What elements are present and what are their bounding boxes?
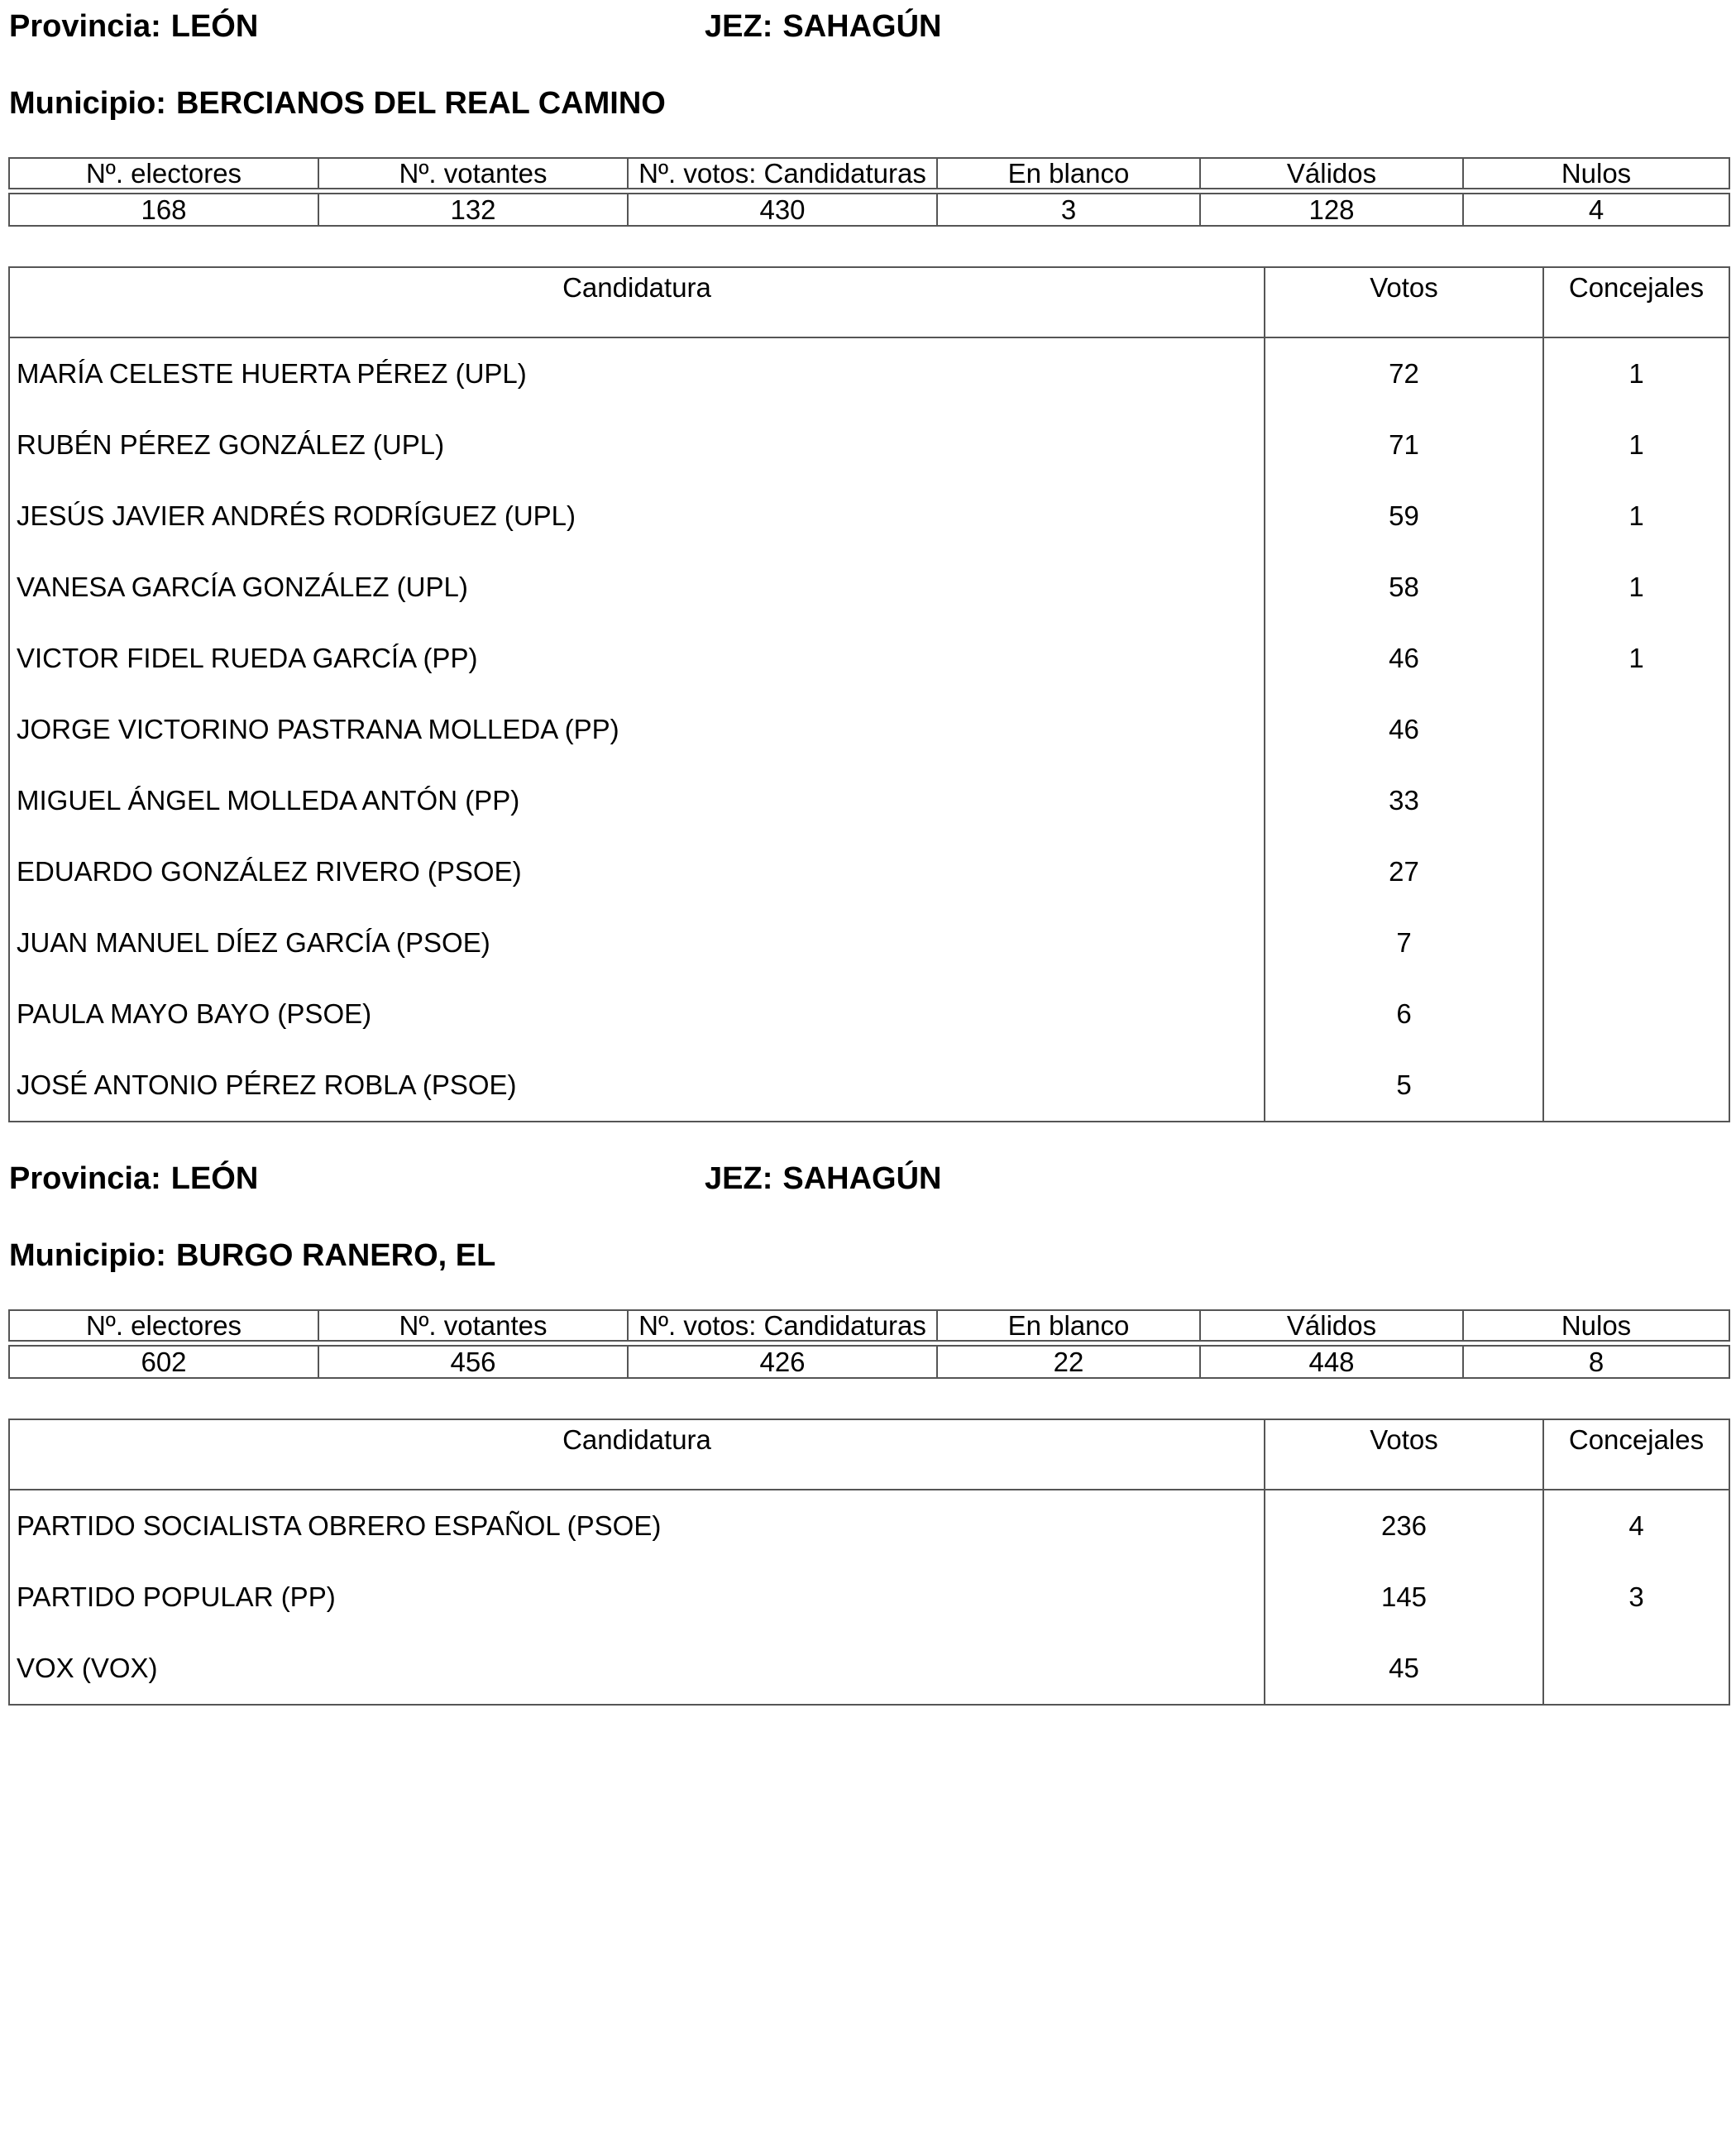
candidate-row — [9, 978, 1729, 1050]
candidate-concejales — [1543, 1633, 1729, 1705]
stats-value-row — [9, 194, 1729, 226]
candidates-header-row — [9, 1419, 1729, 1490]
candidate-name: MARÍA CELESTE HUERTA PÉREZ (UPL) — [9, 337, 1265, 409]
candidate-row — [9, 337, 1729, 409]
candidate-concejales: 1 — [1543, 337, 1729, 409]
candidate-votos: 72 — [1265, 337, 1543, 409]
candidate-concejales — [1543, 1050, 1729, 1122]
candidate-votos: 5 — [1265, 1050, 1543, 1122]
stats-value-cell: 426 — [628, 1346, 937, 1378]
candidate-votos: 145 — [1265, 1562, 1543, 1633]
candidates-header-row — [9, 267, 1729, 337]
stats-header-cell: Nº. electores — [9, 1310, 318, 1341]
candidate-row — [9, 1050, 1729, 1122]
jez-value: SAHAGÚN — [782, 1161, 942, 1196]
candidate-name: VICTOR FIDEL RUEDA GARCÍA (PP) — [9, 623, 1265, 694]
candidate-row — [9, 836, 1729, 907]
stats-header-cell: Válidos — [1200, 1310, 1463, 1341]
candidate-votos: 58 — [1265, 552, 1543, 623]
candidate-row — [9, 552, 1729, 623]
concejales-header: Concejales — [1543, 267, 1729, 337]
stats-value-cell: 8 — [1463, 1346, 1729, 1378]
stats-value-cell: 4 — [1463, 194, 1729, 226]
candidate-name: PARTIDO POPULAR (PP) — [9, 1562, 1265, 1633]
candidate-votos: 59 — [1265, 481, 1543, 552]
candidate-name: JUAN MANUEL DÍEZ GARCÍA (PSOE) — [9, 907, 1265, 978]
candidate-votos: 46 — [1265, 623, 1543, 694]
stats-value-cell: 3 — [937, 194, 1200, 226]
stats-header-cell: Nº. electores — [9, 158, 318, 189]
stats-value-cell: 128 — [1200, 194, 1463, 226]
candidate-name: VOX (VOX) — [9, 1633, 1265, 1705]
stats-header-cell: Válidos — [1200, 158, 1463, 189]
votos-header: Votos — [1265, 1419, 1543, 1490]
candidates-table — [8, 266, 1730, 1122]
candidate-name: PAULA MAYO BAYO (PSOE) — [9, 978, 1265, 1050]
candidates-table — [8, 1419, 1730, 1706]
stats-value-cell: 22 — [937, 1346, 1200, 1378]
municipio-value: BERCIANOS DEL REAL CAMINO — [175, 86, 666, 121]
stats-value-row — [9, 1346, 1729, 1378]
candidate-concejales — [1543, 907, 1729, 978]
candidate-row — [9, 907, 1729, 978]
candidate-concejales: 1 — [1543, 481, 1729, 552]
candidate-row — [9, 1562, 1729, 1633]
jez-heading: JEZ: SAHAGÚN — [705, 9, 942, 44]
candidate-row — [9, 623, 1729, 694]
stats-header-cell: En blanco — [937, 1310, 1200, 1341]
candidatura-header: Candidatura — [9, 267, 1265, 337]
stats-header-row — [9, 1310, 1729, 1341]
stats-header-cell: Nulos — [1463, 158, 1729, 189]
stats-header-row — [9, 158, 1729, 189]
candidate-votos: 45 — [1265, 1633, 1543, 1705]
candidatura-header: Candidatura — [9, 1419, 1265, 1490]
provincia-heading: Provincia: LEÓN — [9, 9, 259, 44]
candidate-name: VANESA GARCÍA GONZÁLEZ (UPL) — [9, 552, 1265, 623]
concejales-header: Concejales — [1543, 1419, 1729, 1490]
candidate-name: MIGUEL ÁNGEL MOLLEDA ANTÓN (PP) — [9, 765, 1265, 836]
candidate-name: EDUARDO GONZÁLEZ RIVERO (PSOE) — [9, 836, 1265, 907]
stats-header-cell: Nº. votos: Candidaturas — [628, 1310, 937, 1341]
stats-table — [8, 157, 1730, 227]
jez-value: SAHAGÚN — [782, 9, 942, 44]
candidate-concejales — [1543, 765, 1729, 836]
stats-value-cell: 430 — [628, 194, 937, 226]
candidate-votos: 71 — [1265, 409, 1543, 481]
candidate-name: JOSÉ ANTONIO PÉREZ ROBLA (PSOE) — [9, 1050, 1265, 1122]
candidate-votos: 236 — [1265, 1490, 1543, 1562]
votos-header: Votos — [1265, 267, 1543, 337]
candidate-name: RUBÉN PÉREZ GONZÁLEZ (UPL) — [9, 409, 1265, 481]
candidate-votos: 7 — [1265, 907, 1543, 978]
candidate-name: JORGE VICTORINO PASTRANA MOLLEDA (PP) — [9, 694, 1265, 765]
candidate-votos: 6 — [1265, 978, 1543, 1050]
candidate-concejales — [1543, 694, 1729, 765]
stats-value-cell: 132 — [318, 194, 628, 226]
candidate-concejales: 3 — [1543, 1562, 1729, 1633]
stats-value-cell: 168 — [9, 194, 318, 226]
candidate-votos: 33 — [1265, 765, 1543, 836]
stats-header-cell: Nº. votos: Candidaturas — [628, 158, 937, 189]
stats-header-cell: En blanco — [937, 158, 1200, 189]
municipio-heading: Municipio: BURGO RANERO, EL — [9, 1238, 496, 1273]
jez-heading: JEZ: SAHAGÚN — [705, 1161, 942, 1196]
candidate-concejales: 4 — [1543, 1490, 1729, 1562]
candidate-votos: 46 — [1265, 694, 1543, 765]
stats-table — [8, 1309, 1730, 1379]
stats-header-cell: Nº. votantes — [318, 158, 628, 189]
provincia-heading: Provincia: LEÓN — [9, 1161, 259, 1196]
candidate-row — [9, 409, 1729, 481]
candidate-concejales: 1 — [1543, 409, 1729, 481]
candidate-concejales — [1543, 836, 1729, 907]
stats-value-cell: 602 — [9, 1346, 318, 1378]
candidate-row — [9, 481, 1729, 552]
municipio-section — [0, 1152, 1736, 1731]
candidate-row — [9, 694, 1729, 765]
municipio-heading: Municipio: BERCIANOS DEL REAL CAMINO — [9, 86, 666, 121]
provincia-value: LEÓN — [170, 9, 259, 44]
stats-header-cell: Nulos — [1463, 1310, 1729, 1341]
candidate-concejales — [1543, 978, 1729, 1050]
stats-value-cell: 448 — [1200, 1346, 1463, 1378]
municipio-value: BURGO RANERO, EL — [175, 1238, 496, 1273]
stats-header-cell: Nº. votantes — [318, 1310, 628, 1341]
stats-value-cell: 456 — [318, 1346, 628, 1378]
candidate-name: JESÚS JAVIER ANDRÉS RODRÍGUEZ (UPL) — [9, 481, 1265, 552]
candidate-name: PARTIDO SOCIALISTA OBRERO ESPAÑOL (PSOE) — [9, 1490, 1265, 1562]
candidate-concejales: 1 — [1543, 552, 1729, 623]
candidate-row — [9, 1633, 1729, 1705]
provincia-value: LEÓN — [170, 1161, 259, 1196]
candidate-concejales: 1 — [1543, 623, 1729, 694]
candidate-votos: 27 — [1265, 836, 1543, 907]
candidate-row — [9, 1490, 1729, 1562]
candidate-row — [9, 765, 1729, 836]
